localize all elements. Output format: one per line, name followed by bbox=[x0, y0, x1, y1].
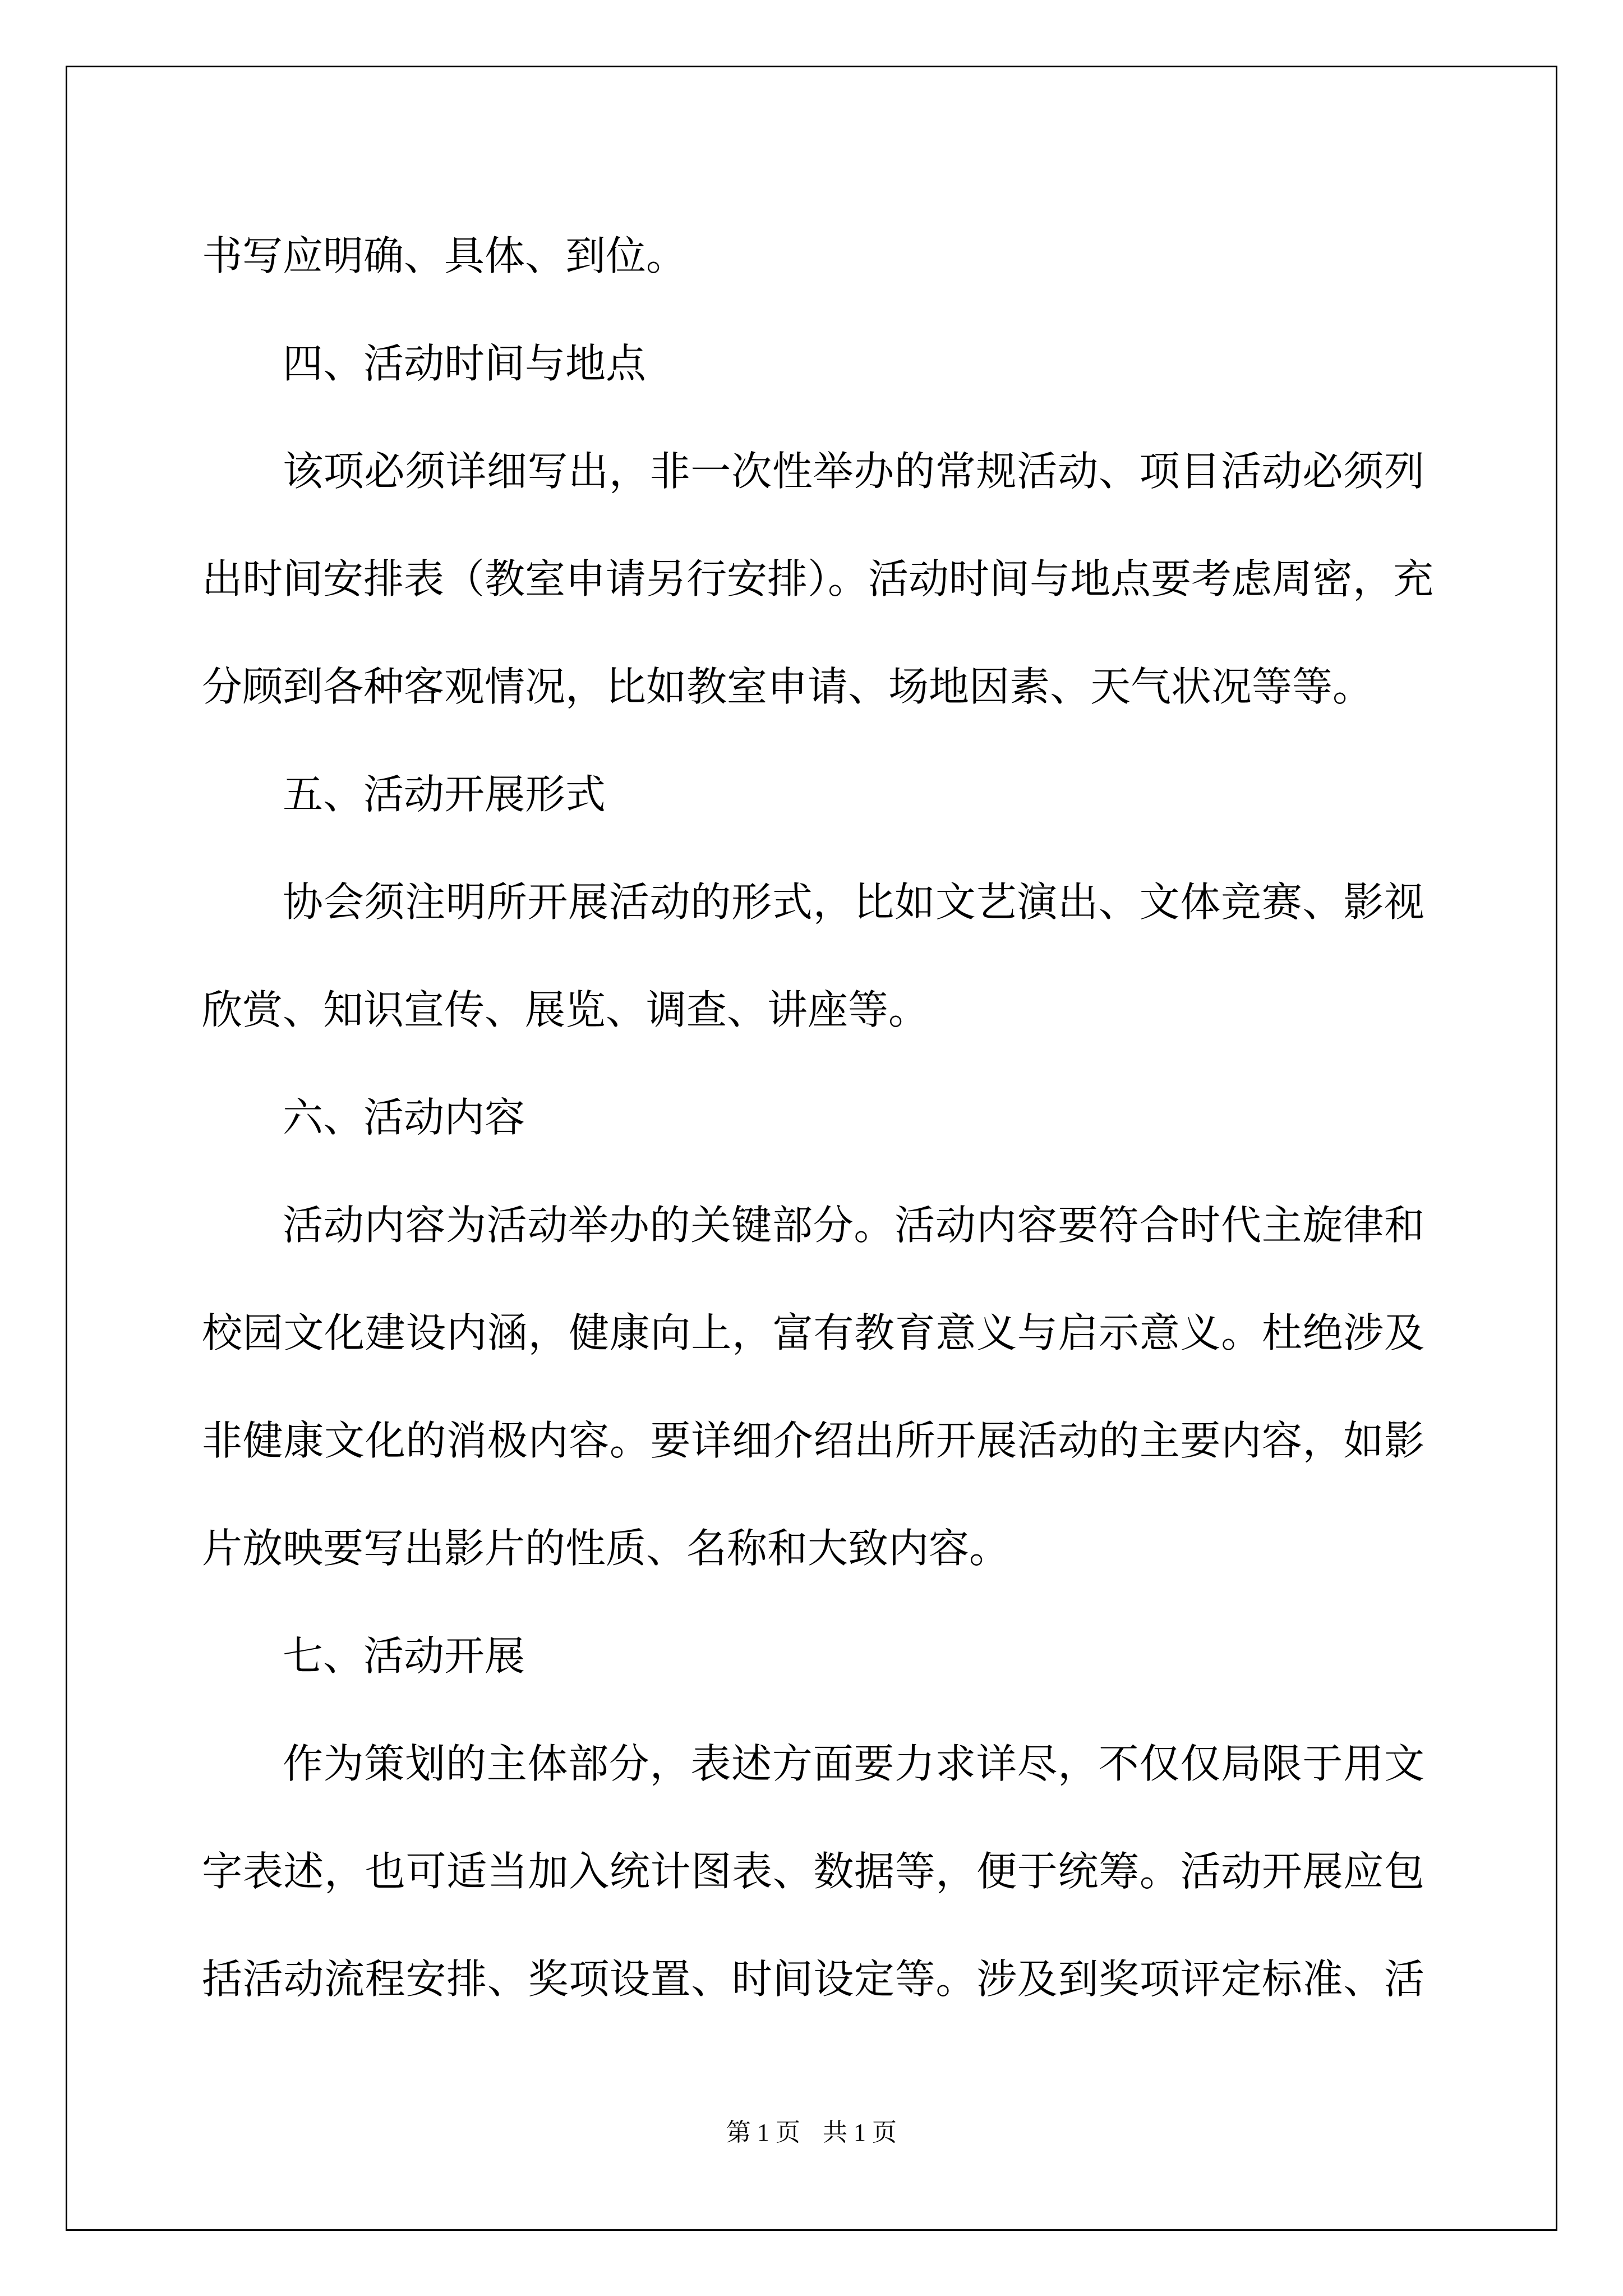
text-line: 作为策划的主体部分，表述方面要力求详尽，不仅仅局限于用文 bbox=[283, 1740, 1424, 1787]
text-line: 括活动流程安排、奖项设置、时间设定等。涉及到奖项评定标准、活 bbox=[202, 1955, 1424, 2003]
text-line: 六、活动内容 bbox=[283, 1094, 525, 1141]
text-line: 校园文化建设内涵，健康向上，富有教育意义与启示意义。杜绝涉及 bbox=[202, 1309, 1424, 1356]
text-line: 出时间安排表（教室申请另行安排）。活动时间与地点要考虑周密，充 bbox=[202, 555, 1434, 602]
text-line: 七、活动开展 bbox=[283, 1632, 525, 1680]
page-number: 第 1 页 bbox=[726, 2119, 800, 2146]
page-footer bbox=[0, 2116, 1623, 2150]
text-line: 非健康文化的消极内容。要详细介绍出所开展活动的主要内容，如影 bbox=[202, 1417, 1424, 1464]
text-line: 五、活动开展形式 bbox=[283, 771, 606, 818]
text-line: 片放映要写出影片的性质、名称和大致内容。 bbox=[202, 1525, 1010, 1572]
text-line: 欣赏、知识宣传、展览、调查、讲座等。 bbox=[202, 986, 929, 1033]
text-line: 书写应明确、具体、到位。 bbox=[202, 232, 687, 279]
text-line: 协会须注明所开展活动的形式，比如文艺演出、文体竞赛、影视 bbox=[283, 878, 1424, 926]
page-total: 共 1 页 bbox=[823, 2119, 897, 2146]
text-line: 该项必须详细写出，非一次性举办的常规活动、项目活动必须列 bbox=[283, 448, 1424, 495]
text-line: 字表述，也可适当加入统计图表、数据等，便于统筹。活动开展应包 bbox=[202, 1848, 1424, 1895]
text-line: 活动内容为活动举办的关键部分。活动内容要符合时代主旋律和 bbox=[283, 1202, 1424, 1249]
text-line: 四、活动时间与地点 bbox=[283, 340, 647, 387]
document-body bbox=[202, 202, 1434, 2033]
text-line: 分顾到各种客观情况，比如教室申请、场地因素、天气状况等等。 bbox=[202, 663, 1373, 710]
